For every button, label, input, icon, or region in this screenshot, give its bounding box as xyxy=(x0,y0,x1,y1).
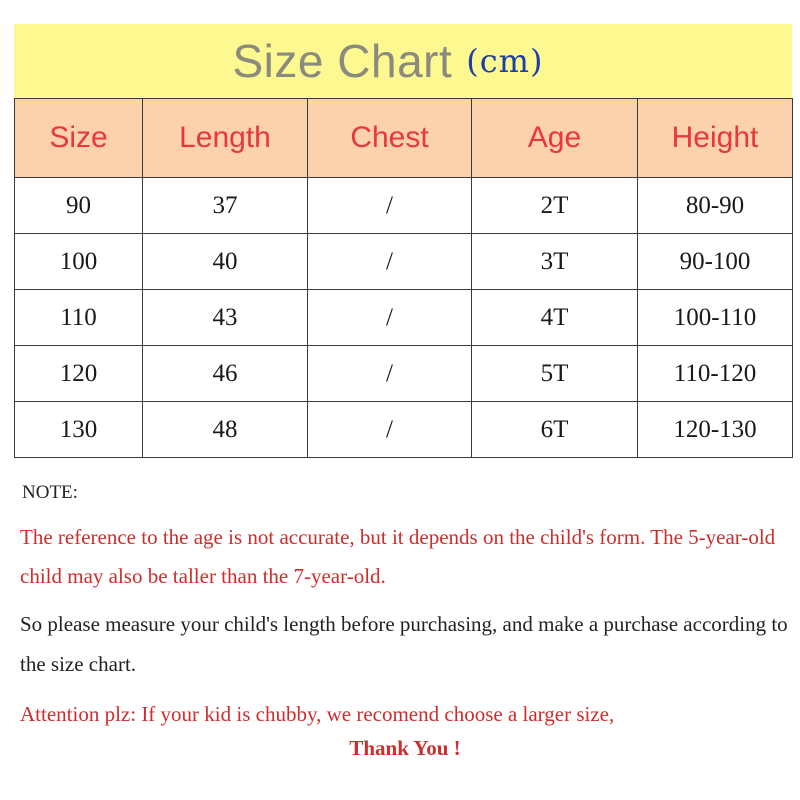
header-height: Height xyxy=(638,99,793,178)
cell-age: 4T xyxy=(472,290,638,346)
notes-section xyxy=(20,482,790,761)
header-age: Age xyxy=(472,99,638,178)
table-header-row xyxy=(15,99,793,178)
cell-size: 110 xyxy=(15,290,143,346)
cell-height: 90-100 xyxy=(638,234,793,290)
age-disclaimer: The reference to the age is not accurate, but it depends on the child's form. The 5-year-old child may also be taller than the 7-year-old. xyxy=(20,525,776,588)
cell-height: 120-130 xyxy=(638,402,793,458)
attention-note: Attention plz: If your kid is chubby, we recomend choose a larger size, xyxy=(20,702,615,726)
cell-length: 40 xyxy=(143,234,308,290)
note-label: NOTE: xyxy=(22,482,78,503)
size-table xyxy=(14,98,793,458)
cell-age: 5T xyxy=(472,346,638,402)
cell-age: 6T xyxy=(472,402,638,458)
cell-length: 46 xyxy=(143,346,308,402)
cell-chest: / xyxy=(308,346,472,402)
cell-height: 110-120 xyxy=(638,346,793,402)
table-row xyxy=(15,178,793,234)
cell-height: 100-110 xyxy=(638,290,793,346)
table-row xyxy=(15,290,793,346)
title-bar xyxy=(14,24,792,98)
table-row xyxy=(15,346,793,402)
cell-height: 80-90 xyxy=(638,178,793,234)
table-row xyxy=(15,402,793,458)
thank-you-text: Thank You ! xyxy=(349,736,461,760)
chart-title: Size Chart xyxy=(232,35,453,87)
header-length: Length xyxy=(143,99,308,178)
cell-size: 90 xyxy=(15,178,143,234)
cell-age: 3T xyxy=(472,234,638,290)
header-size: Size xyxy=(15,99,143,178)
cell-chest: / xyxy=(308,402,472,458)
cell-chest: / xyxy=(308,290,472,346)
cell-size: 120 xyxy=(15,346,143,402)
header-chest: Chest xyxy=(308,99,472,178)
cell-size: 100 xyxy=(15,234,143,290)
cell-chest: / xyxy=(308,234,472,290)
cell-chest: / xyxy=(308,178,472,234)
cell-length: 48 xyxy=(143,402,308,458)
table-row xyxy=(15,234,793,290)
cell-length: 37 xyxy=(143,178,308,234)
cell-size: 130 xyxy=(15,402,143,458)
cell-age: 2T xyxy=(472,178,638,234)
chart-unit: (cm) xyxy=(466,42,544,80)
measure-instruction: So please measure your child's length before purchasing, and make a purchase according to the size chart. xyxy=(20,612,788,676)
cell-length: 43 xyxy=(143,290,308,346)
